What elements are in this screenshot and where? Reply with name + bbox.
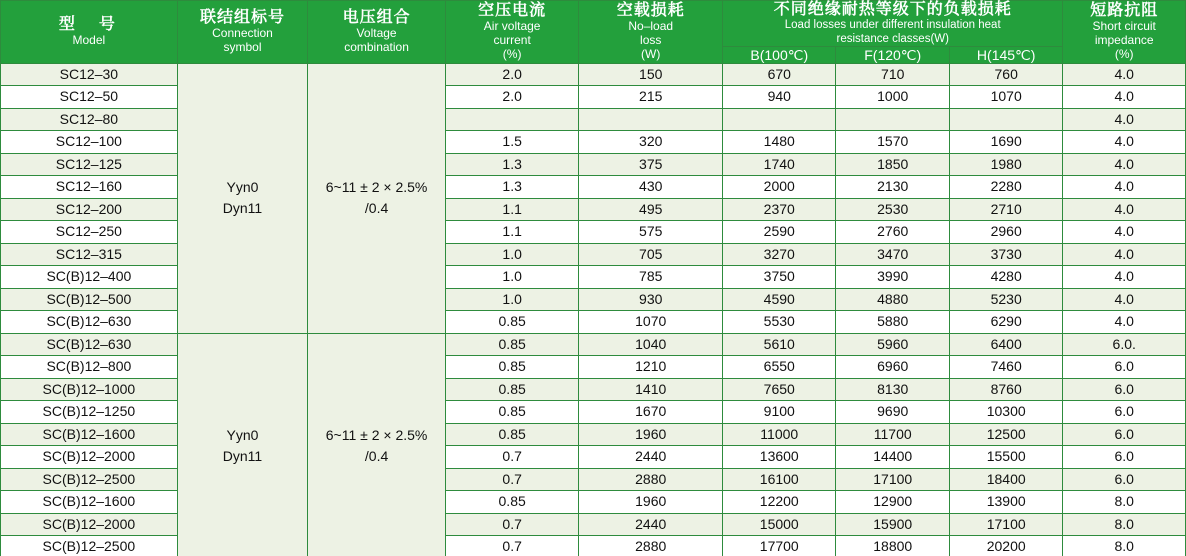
- cell-air-voltage-current: 1.3: [445, 153, 579, 176]
- cell-connection-symbol-bottom: [177, 333, 308, 556]
- cell-no-load-loss: 375: [579, 153, 723, 176]
- header-model-en: Model: [72, 33, 106, 48]
- header-no-load-loss: [579, 1, 723, 64]
- header-connection-en1: Connection: [212, 26, 273, 41]
- cell-load-loss-f: 5880: [836, 311, 949, 334]
- cell-air-voltage-current: 0.85: [445, 378, 579, 401]
- cell-model: SC12–250: [1, 221, 178, 244]
- cell-load-loss-b: 5530: [723, 311, 836, 334]
- cell-model: SC(B)12–1600: [1, 423, 178, 446]
- cell-no-load-loss: 705: [579, 243, 723, 266]
- cell-model: SC12–160: [1, 176, 178, 199]
- cell-short-circuit-impedance: 4.0: [1063, 108, 1186, 131]
- cell-short-circuit-impedance: 8.0: [1063, 491, 1186, 514]
- header-no-load-loss-en2: loss: [640, 33, 662, 48]
- cell-load-loss-f: 1000: [836, 86, 949, 109]
- cell-load-loss-f: 4880: [836, 288, 949, 311]
- header-short-circuit-impedance: [1063, 1, 1186, 64]
- cell-load-loss-b: 670: [723, 63, 836, 86]
- cell-no-load-loss: 495: [579, 198, 723, 221]
- cell-load-loss-b: [723, 108, 836, 131]
- cell-load-loss-f: 12900: [836, 491, 949, 514]
- cell-air-voltage-current: 2.0: [445, 86, 579, 109]
- header-connection-en2: symbol: [223, 40, 262, 55]
- cell-model: SC(B)12–400: [1, 266, 178, 289]
- cell-load-loss-f: 5960: [836, 333, 949, 356]
- cell-short-circuit-impedance: 6.0: [1063, 356, 1186, 379]
- cell-model: SC(B)12–2000: [1, 513, 178, 536]
- cell-no-load-loss: 150: [579, 63, 723, 86]
- cell-air-voltage-current: 0.85: [445, 333, 579, 356]
- cell-no-load-loss: 320: [579, 131, 723, 154]
- cell-load-loss-h: [949, 108, 1062, 131]
- cell-load-loss-f: 18800: [836, 536, 949, 556]
- cell-load-loss-b: 940: [723, 86, 836, 109]
- cell-no-load-loss: 1070: [579, 311, 723, 334]
- cell-load-loss-f: [836, 108, 949, 131]
- cell-load-loss-f: 2130: [836, 176, 949, 199]
- cell-load-loss-f: 6960: [836, 356, 949, 379]
- cell-short-circuit-impedance: 8.0: [1063, 513, 1186, 536]
- header-air-current-unit: (%): [502, 47, 522, 62]
- cell-load-loss-f: 710: [836, 63, 949, 86]
- cell-load-loss-f: 9690: [836, 401, 949, 424]
- voltage-line2: /0.4: [364, 200, 389, 217]
- cell-no-load-loss: 2880: [579, 536, 723, 556]
- cell-short-circuit-impedance: 4.0: [1063, 243, 1186, 266]
- cell-short-circuit-impedance: 6.0: [1063, 401, 1186, 424]
- cell-load-loss-h: 15500: [949, 446, 1062, 469]
- cell-load-loss-h: 1980: [949, 153, 1062, 176]
- cell-load-loss-b: 1480: [723, 131, 836, 154]
- cell-load-loss-h: 5230: [949, 288, 1062, 311]
- table-header: [1, 1, 1186, 64]
- cell-short-circuit-impedance: 6.0: [1063, 468, 1186, 491]
- header-load-losses-zh: 不同绝缘耐热等级下的负载损耗: [773, 1, 1012, 18]
- cell-no-load-loss: 1040: [579, 333, 723, 356]
- cell-load-loss-h: 1690: [949, 131, 1062, 154]
- cell-air-voltage-current: 2.0: [445, 63, 579, 86]
- header-class-f: F(120℃): [836, 46, 949, 63]
- header-voltage-en1: Voltage: [356, 26, 397, 41]
- cell-load-loss-h: 6400: [949, 333, 1062, 356]
- cell-load-loss-f: 11700: [836, 423, 949, 446]
- header-voltage-en2: combination: [344, 40, 409, 55]
- cell-air-voltage-current: 1.5: [445, 131, 579, 154]
- header-air-current-zh: 空压电流: [478, 2, 547, 20]
- cell-load-loss-h: 10300: [949, 401, 1062, 424]
- cell-short-circuit-impedance: 6.0: [1063, 423, 1186, 446]
- cell-load-loss-b: 3750: [723, 266, 836, 289]
- cell-model: SC12–200: [1, 198, 178, 221]
- cell-load-loss-h: 13900: [949, 491, 1062, 514]
- cell-model: SC(B)12–1250: [1, 401, 178, 424]
- header-load-losses-en1: Load losses under different insulation heat: [784, 19, 1001, 32]
- table-body: [1, 63, 1186, 556]
- cell-short-circuit-impedance: 4.0: [1063, 311, 1186, 334]
- cell-short-circuit-impedance: 4.0: [1063, 63, 1186, 86]
- header-no-load-loss-unit: (W): [641, 47, 661, 62]
- cell-short-circuit-impedance: 4.0: [1063, 131, 1186, 154]
- cell-load-loss-h: 12500: [949, 423, 1062, 446]
- cell-load-loss-h: 4280: [949, 266, 1062, 289]
- cell-no-load-loss: [579, 108, 723, 131]
- header-short-circuit-en1: Short circuit: [1092, 19, 1156, 34]
- cell-model: SC(B)12–630: [1, 333, 178, 356]
- cell-load-loss-h: 2960: [949, 221, 1062, 244]
- cell-load-loss-b: 2370: [723, 198, 836, 221]
- cell-model: SC12–50: [1, 86, 178, 109]
- cell-load-loss-f: 17100: [836, 468, 949, 491]
- cell-no-load-loss: 215: [579, 86, 723, 109]
- cell-load-loss-b: 9100: [723, 401, 836, 424]
- cell-load-loss-f: 15900: [836, 513, 949, 536]
- header-short-circuit-unit: (%): [1114, 47, 1134, 62]
- cell-load-loss-h: 1070: [949, 86, 1062, 109]
- cell-load-loss-b: 1740: [723, 153, 836, 176]
- cell-model: SC12–30: [1, 63, 178, 86]
- header-air-current-en2: current: [493, 33, 531, 48]
- cell-model: SC(B)12–2000: [1, 446, 178, 469]
- table-row: [1, 333, 1186, 356]
- cell-load-loss-h: 760: [949, 63, 1062, 86]
- header-connection-zh: 联结组标号: [200, 8, 286, 26]
- cell-load-loss-b: 7650: [723, 378, 836, 401]
- cell-load-loss-b: 5610: [723, 333, 836, 356]
- header-no-load-loss-zh: 空载损耗: [616, 2, 685, 20]
- cell-no-load-loss: 1960: [579, 423, 723, 446]
- cell-load-loss-h: 3730: [949, 243, 1062, 266]
- cell-load-loss-f: 3990: [836, 266, 949, 289]
- connection-line1: Yyn0: [226, 179, 259, 196]
- cell-short-circuit-impedance: 8.0: [1063, 536, 1186, 556]
- cell-load-loss-b: 6550: [723, 356, 836, 379]
- cell-load-loss-h: 18400: [949, 468, 1062, 491]
- cell-load-loss-f: 3470: [836, 243, 949, 266]
- cell-short-circuit-impedance: 4.0: [1063, 288, 1186, 311]
- cell-no-load-loss: 930: [579, 288, 723, 311]
- cell-load-loss-b: 4590: [723, 288, 836, 311]
- cell-short-circuit-impedance: 4.0: [1063, 266, 1186, 289]
- header-short-circuit-zh: 短路抗阻: [1090, 2, 1159, 20]
- cell-no-load-loss: 1670: [579, 401, 723, 424]
- voltage-line2: /0.4: [364, 447, 389, 464]
- header-load-losses-group: [723, 1, 1063, 47]
- header-row-1: [1, 1, 1186, 47]
- cell-no-load-loss: 1410: [579, 378, 723, 401]
- header-class-h: H(145℃): [949, 46, 1062, 63]
- cell-no-load-loss: 575: [579, 221, 723, 244]
- cell-model: SC(B)12–2500: [1, 536, 178, 556]
- cell-air-voltage-current: 1.0: [445, 288, 579, 311]
- cell-connection-symbol-top: [177, 63, 308, 333]
- cell-load-loss-b: 3270: [723, 243, 836, 266]
- cell-voltage-combination-bottom: [308, 333, 446, 556]
- header-air-current: [445, 1, 579, 64]
- cell-air-voltage-current: 0.7: [445, 446, 579, 469]
- cell-no-load-loss: 2440: [579, 513, 723, 536]
- cell-short-circuit-impedance: 4.0: [1063, 86, 1186, 109]
- cell-air-voltage-current: 1.1: [445, 198, 579, 221]
- cell-load-loss-b: 15000: [723, 513, 836, 536]
- cell-air-voltage-current: 1.0: [445, 266, 579, 289]
- cell-load-loss-b: 12200: [723, 491, 836, 514]
- cell-air-voltage-current: 0.7: [445, 513, 579, 536]
- cell-model: SC12–125: [1, 153, 178, 176]
- header-voltage-zh: 电压组合: [342, 8, 411, 26]
- cell-short-circuit-impedance: 4.0: [1063, 153, 1186, 176]
- cell-model: SC(B)12–800: [1, 356, 178, 379]
- cell-no-load-loss: 1210: [579, 356, 723, 379]
- cell-no-load-loss: 785: [579, 266, 723, 289]
- cell-model: SC12–100: [1, 131, 178, 154]
- cell-model: SC(B)12–2500: [1, 468, 178, 491]
- cell-model: SC(B)12–500: [1, 288, 178, 311]
- cell-no-load-loss: 430: [579, 176, 723, 199]
- cell-short-circuit-impedance: 4.0: [1063, 176, 1186, 199]
- voltage-line1: 6~11 ± 2 × 2.5%: [325, 179, 428, 196]
- cell-load-loss-b: 17700: [723, 536, 836, 556]
- header-load-losses-en2: resistance classes(W): [836, 32, 949, 45]
- cell-load-loss-f: 1850: [836, 153, 949, 176]
- header-no-load-loss-en1: No–load: [628, 19, 674, 34]
- cell-load-loss-h: 7460: [949, 356, 1062, 379]
- cell-model: SC(B)12–630: [1, 311, 178, 334]
- cell-load-loss-h: 6290: [949, 311, 1062, 334]
- cell-air-voltage-current: 0.7: [445, 468, 579, 491]
- cell-air-voltage-current: 1.3: [445, 176, 579, 199]
- cell-no-load-loss: 1960: [579, 491, 723, 514]
- cell-air-voltage-current: 0.7: [445, 536, 579, 556]
- header-model: [1, 1, 178, 64]
- cell-load-loss-f: 2760: [836, 221, 949, 244]
- cell-load-loss-b: 16100: [723, 468, 836, 491]
- cell-load-loss-h: 8760: [949, 378, 1062, 401]
- cell-model: SC(B)12–1600: [1, 491, 178, 514]
- cell-load-loss-b: 2000: [723, 176, 836, 199]
- cell-short-circuit-impedance: 4.0: [1063, 198, 1186, 221]
- header-short-circuit-en2: impedance: [1094, 33, 1154, 48]
- header-air-current-en1: Air voltage: [483, 19, 541, 34]
- cell-load-loss-h: 2280: [949, 176, 1062, 199]
- cell-air-voltage-current: 0.85: [445, 401, 579, 424]
- cell-short-circuit-impedance: 4.0: [1063, 221, 1186, 244]
- connection-line2: Dyn11: [222, 447, 263, 464]
- cell-short-circuit-impedance: 6.0.: [1063, 333, 1186, 356]
- cell-air-voltage-current: 0.85: [445, 311, 579, 334]
- cell-load-loss-f: 2530: [836, 198, 949, 221]
- cell-model: SC12–315: [1, 243, 178, 266]
- cell-air-voltage-current: 0.85: [445, 491, 579, 514]
- connection-line2: Dyn11: [222, 200, 263, 217]
- cell-air-voltage-current: 0.85: [445, 356, 579, 379]
- cell-model: SC(B)12–1000: [1, 378, 178, 401]
- cell-load-loss-f: 8130: [836, 378, 949, 401]
- cell-load-loss-b: 2590: [723, 221, 836, 244]
- cell-load-loss-f: 14400: [836, 446, 949, 469]
- cell-load-loss-b: 11000: [723, 423, 836, 446]
- cell-load-loss-f: 1570: [836, 131, 949, 154]
- cell-load-loss-b: 13600: [723, 446, 836, 469]
- cell-load-loss-h: 2710: [949, 198, 1062, 221]
- cell-load-loss-h: 17100: [949, 513, 1062, 536]
- cell-air-voltage-current: 1.1: [445, 221, 579, 244]
- header-voltage: [308, 1, 446, 64]
- cell-voltage-combination-top: [308, 63, 446, 333]
- cell-short-circuit-impedance: 6.0: [1063, 446, 1186, 469]
- header-connection: [177, 1, 308, 64]
- cell-no-load-loss: 2880: [579, 468, 723, 491]
- voltage-line1: 6~11 ± 2 × 2.5%: [325, 426, 428, 443]
- cell-short-circuit-impedance: 6.0: [1063, 378, 1186, 401]
- connection-line1: Yyn0: [226, 426, 259, 443]
- header-model-zh: 型 号: [58, 15, 119, 33]
- cell-air-voltage-current: [445, 108, 579, 131]
- cell-air-voltage-current: 0.85: [445, 423, 579, 446]
- cell-no-load-loss: 2440: [579, 446, 723, 469]
- header-class-b: B(100℃): [723, 46, 836, 63]
- table-row: [1, 63, 1186, 86]
- cell-model: SC12–80: [1, 108, 178, 131]
- cell-load-loss-h: 20200: [949, 536, 1062, 556]
- cell-air-voltage-current: 1.0: [445, 243, 579, 266]
